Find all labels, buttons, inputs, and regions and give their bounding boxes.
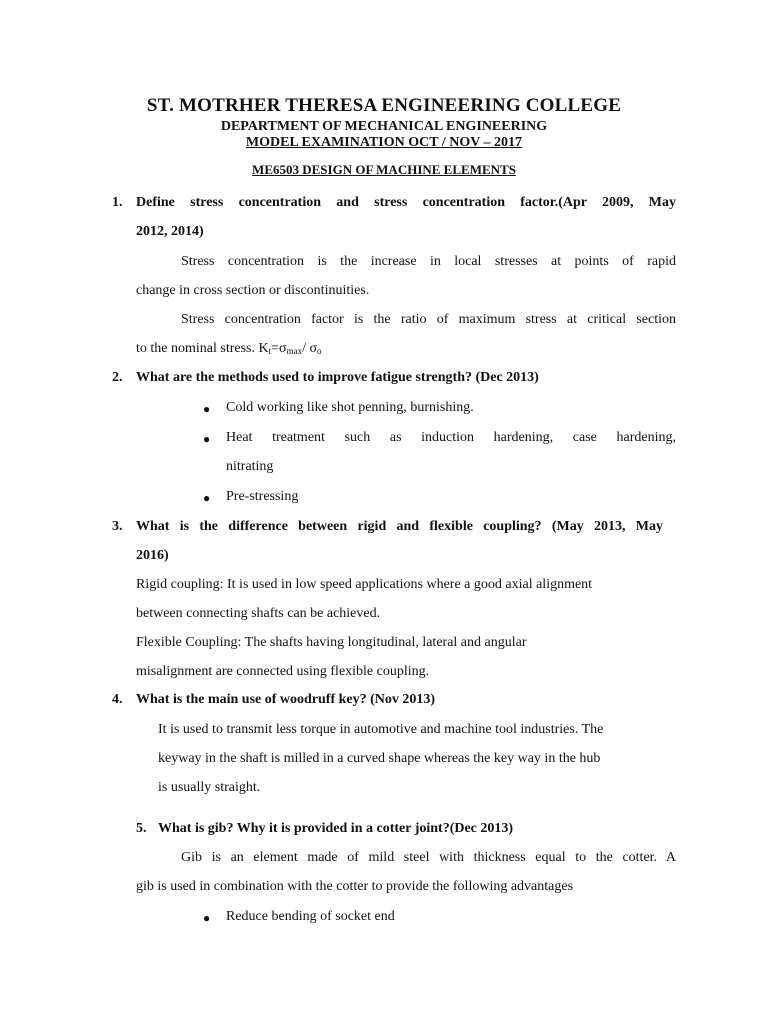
answer-2-bullet-2-line-1: Heat treatment such as induction hardening, case hardening, [226, 430, 676, 445]
answer-1-para-1-line-2: change in cross section or discontinuities. [136, 283, 370, 298]
answer-3-line-4: misalignment are connected using flexible coupling. [136, 664, 430, 679]
answer-3-line-3: Flexible Coupling: The shafts having longitudinal, lateral and angular [136, 635, 527, 650]
answer-2-bullet-3: Pre-stressing [226, 489, 299, 504]
question-4-text: What is the main use of woodruff key? (Nov 2013) [136, 692, 436, 707]
question-2-text: What are the methods used to improve fatigue strength? (Dec 2013) [136, 370, 539, 385]
answer-4-line-2: keyway in the shaft is milled in a curved shape whereas the key way in the hub [158, 751, 601, 766]
question-3-text-line-2: 2016) [136, 548, 169, 563]
question-3-text-line-1: What is the difference between rigid and flexible coupling? (May 2013, May [136, 519, 663, 534]
question-2-number: 2. [112, 370, 123, 385]
answer-3-line-2: between connecting shafts can be achieved. [136, 606, 381, 621]
question-4-number: 4. [112, 692, 123, 707]
question-1-text-line-2: 2012, 2014) [136, 224, 204, 239]
answer-1-para-1-line-1: Stress concentration is the increase in local stresses at points of rapid [181, 254, 676, 269]
college-title: ST. MOTRHER THERESA ENGINEERING COLLEGE [146, 95, 622, 116]
question-1-number: 1. [112, 195, 123, 210]
bullet-icon: ● [203, 402, 211, 416]
answer-5-line-1: Gib is an element made of mild steel with thickness equal to the cotter. A [181, 850, 676, 865]
answer-3-line-1: Rigid coupling: It is used in low speed applications where a good axial alignment [136, 577, 593, 592]
bullet-icon: ● [203, 911, 211, 925]
answer-2-bullet-1: Cold working like shot penning, burnishing. [226, 400, 474, 415]
department-heading: DEPARTMENT OF MECHANICAL ENGINEERING [220, 119, 548, 134]
exam-heading: MODEL EXAMINATION OCT / NOV – 2017 [245, 135, 523, 150]
answer-2-bullet-2-line-2: nitrating [226, 459, 274, 474]
subject-heading: ME6503 DESIGN OF MACHINE ELEMENTS [252, 162, 516, 177]
bullet-icon: ● [203, 432, 211, 446]
answer-5-line-2: gib is used in combination with the cotter to provide the following advantages [136, 879, 574, 894]
answer-5-bullet-1: Reduce bending of socket end [226, 909, 395, 924]
question-5-number: 5. [136, 821, 147, 836]
question-5-text: What is gib? Why it is provided in a cotter joint?(Dec 2013) [158, 821, 514, 836]
answer-4-line-1: It is used to transmit less torque in automotive and machine tool industries. The [158, 722, 604, 737]
answer-1-para-2-line-2: to the nominal stress. $K_t=\sigma_{max}/$ $\sigma_o$ [136, 341, 322, 356]
bullet-icon: ● [203, 491, 211, 505]
answer-1-para-2-line-1: Stress concentration factor is the ratio of maximum stress at critical section [181, 312, 676, 327]
answer-4-line-3: is usually straight. [158, 780, 261, 795]
question-1-text-line-1: Define stress concentration and stress concentration factor.(Apr 2009, May [136, 195, 676, 210]
question-3-number: 3. [112, 519, 123, 534]
